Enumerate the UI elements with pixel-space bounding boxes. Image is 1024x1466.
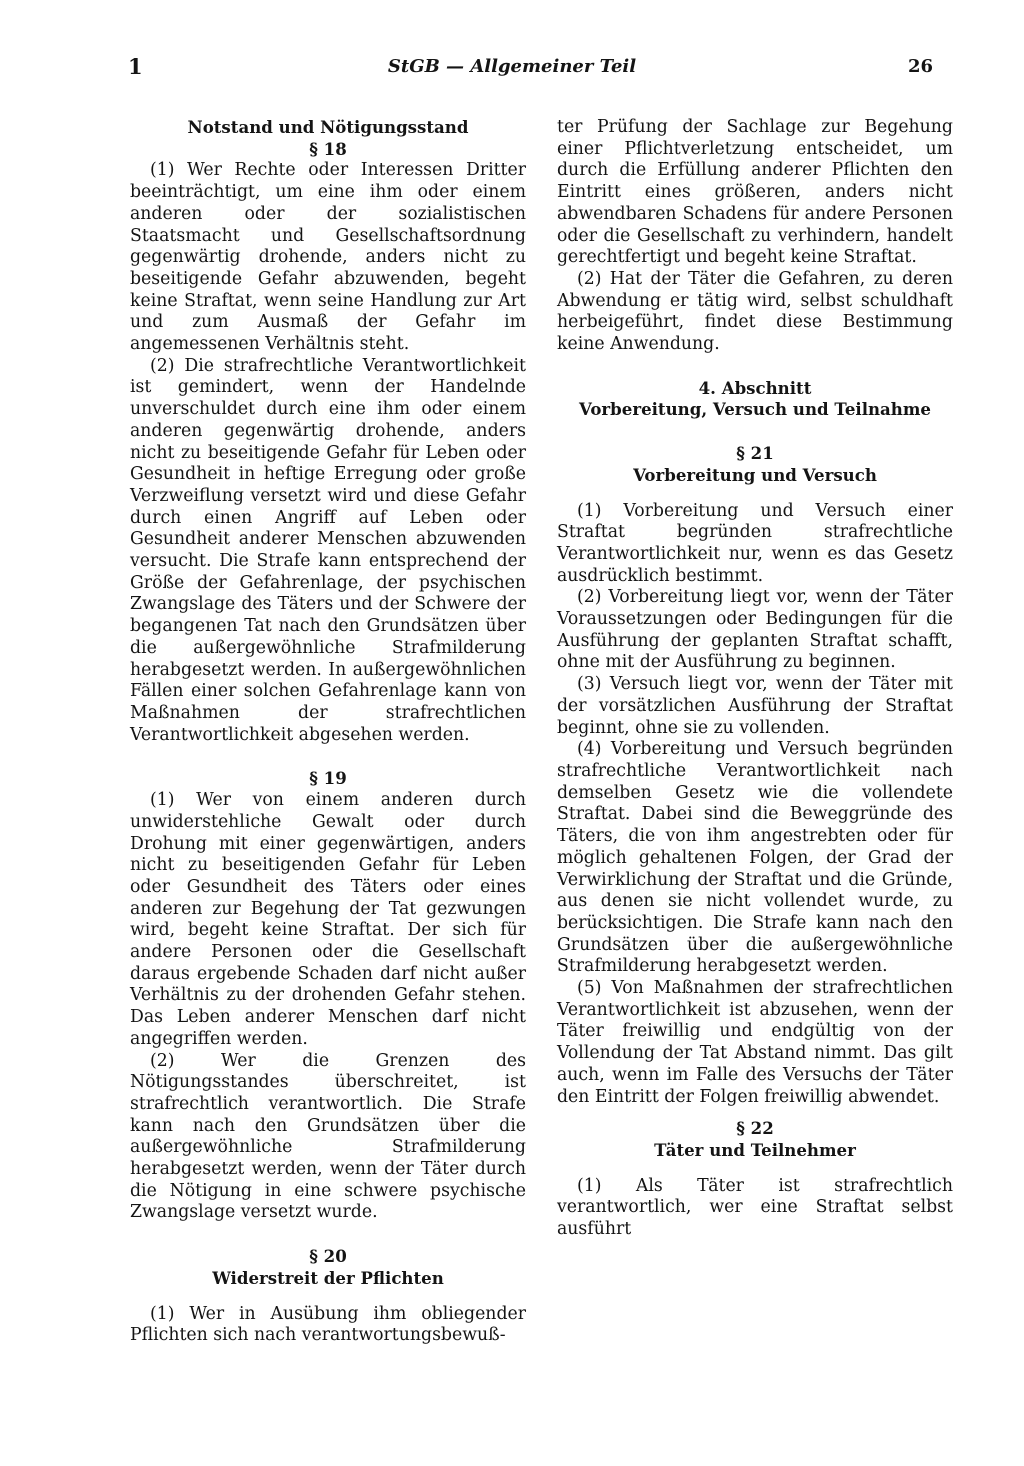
page-number: 26 (908, 56, 934, 77)
spacer (557, 1108, 953, 1118)
spacer (557, 356, 953, 378)
section-21-para-4: (4) Vorbereitung und Versuch begründen strafrechtliche Verantwortlichkeit nach demselben Gesetz wie die vollendete Straftat. Dabei sind die Beweggründe des Täters, die von ihm angestrebten oder für möglich gehaltenen Folgen, der Grad der Verwirklichung der Straftat und die Gründe, aus denen sie nicht vollendet wurde, zu berücksichtigen. Die Strafe kann nach den Grundsätzen über die außergewöhnliche Strafmilderung herabgesetzt werden. (557, 739, 953, 977)
spacer (130, 1290, 526, 1304)
spacer (557, 421, 953, 443)
chapter-number: 1 (128, 54, 143, 79)
section-20-para-1-end: ter Prüfung der Sachlage zur Begehung einer Pflichtverletzung entscheidet, um durch die Erfüllung anderer Pflichten den Eintritt eines größeren, anders nicht abwendbaren Schadens für andere Personen oder die Gesellschaft zu verhindern, handelt gerechtfertigt und begeht keine Straftat. (557, 117, 953, 268)
spacer (130, 1224, 526, 1246)
section-22-number: § 22 (736, 1118, 774, 1139)
section-21-para-2: (2) Vorbereitung liegt vor, wenn der Täter Voraussetzungen oder Bedingungen für die Ausführung der geplanten Straftat schafft, ohne mit der Ausführung zu beginnen. (557, 587, 953, 673)
section-18-title: Notstand und Nötigungsstand (187, 117, 469, 137)
section-22-title: Täter und Teilnehmer (654, 1139, 856, 1160)
section-19-para-2: (2) Wer die Grenzen des Nötigungsstandes überschreitet, ist strafrechtlich verantwortlich. Die Strafe kann nach den Grundsätzen über die außergewöhnliche Strafmilderung herabgesetzt werden, wenn der Täter durch die Nötigung in eine schwere psychische Zwangslage versetzt wurde. (130, 1050, 526, 1223)
chapter-4-number: 4. Abschnitt (698, 377, 812, 398)
section-20-title: Widerstreit der Pflichten (212, 1267, 444, 1288)
section-21-para-3: (3) Versuch liegt vor, wenn der Täter mit der vorsätzlichen Ausführung der Straftat beginnt, ohne sie zu vollenden. (557, 674, 953, 738)
section-19-para-1: (1) Wer von einem anderen durch unwiderstehliche Gewalt oder durch Drohung mit einer gegenwärtigen, anders nicht zu beseitigenden Gefahr für Leben oder Gesundheit des Täters oder eines anderen zur Begehung der Tat gezwungen wird, begeht keine Straftat. Der sich für andere Personen oder die Gesellschaft daraus ergebende Schaden darf nicht außer Verhältnis zu der drohenden Gefahr stehen. Das Leben anderer Menschen darf nicht angegriffen werden. (130, 790, 526, 1049)
section-21-title: Vorbereitung und Versuch (633, 464, 877, 485)
chapter-4-title: Vorbereitung, Versuch und Teilnahme (579, 399, 931, 420)
section-20-para-1-start: (1) Wer in Ausübung ihm obliegender Pflichten sich nach verantwortungsbewuß- (130, 1303, 526, 1346)
running-title: StGB — Allgemeiner Teil (387, 56, 637, 77)
section-18-para-1: (1) Wer Rechte oder Interessen Dritter beeinträchtigt, um eine ihm oder einem anderen oder der sozialistischen Staatsmacht und Gesellschaftsordnung gegenwärtig drohende, anders nicht zu beseitigende Gefahr abzuwenden, begeht keine Straftat, wenn seine Handlung zur Art und zum Ausmaß der Gefahr im angemessenen Verhältnis steht. (130, 160, 526, 355)
section-22-para-1-start: (1) Als Täter ist strafrechtlich verantwortlich, wer eine Straftat selbst ausführt (557, 1175, 953, 1240)
section-21-para-5: (5) Von Maßnahmen der strafrechtlichen Verantwortlichkeit ist abzusehen, wenn der Täter freiwillig und endgültig von der Vollendung der Tat Abstand nimmt. Das gilt auch, wenn im Falle des Versuchs der Täter den Eintritt der Folgen freiwillig abwendet. (557, 978, 953, 1107)
section-21-number: § 21 (736, 443, 774, 464)
spacer (557, 1162, 953, 1176)
section-21-para-1: (1) Vorbereitung und Versuch einer Straftat begründen strafrechtliche Verantwortlichkeit nur, wenn es das Gesetz ausdrücklich bestimmt. (557, 500, 953, 586)
section-18-para-2: (2) Die strafrechtliche Verantwortlichkeit ist gemindert, wenn der Handelnde unverschuldet durch eine ihm oder einem anderen gegenwärtig drohende, anders nicht zu beseitigende Gefahr für Leben oder Gesundheit in heftige Erregung oder große Verzweiflung versetzt wird und diese Gefahr durch einen Angriff auf Leben oder Gesundheit anderer Menschen abzuwenden versucht. Die Strafe kann entsprechend der Größe der Gefahrenlage, der psychischen Zwangslage des Täters und der Schwere der begangenen Tat nach den Grundsätzen über die außergewöhnliche Strafmilderung herabgesetzt werden. In außergewöhnlichen Fällen einer solchen Gefahrenlage kann von Maßnahmen der strafrechtlichen Verantwortlichkeit abgesehen werden. (130, 355, 526, 745)
section-20-para-2: (2) Hat der Täter die Gefahren, zu deren Abwendung er tätig wird, selbst schuldhaft herbeigeführt, findet diese Bestimmung keine Anwendung. (557, 268, 953, 355)
left-column (130, 117, 526, 1347)
section-18-number: § 18 (309, 138, 347, 159)
section-20-number: § 20 (309, 1246, 347, 1267)
section-19-number: § 19 (309, 768, 347, 789)
right-column (557, 117, 953, 1241)
spacer (557, 487, 953, 501)
spacer (130, 746, 526, 768)
page-header (0, 54, 1024, 84)
